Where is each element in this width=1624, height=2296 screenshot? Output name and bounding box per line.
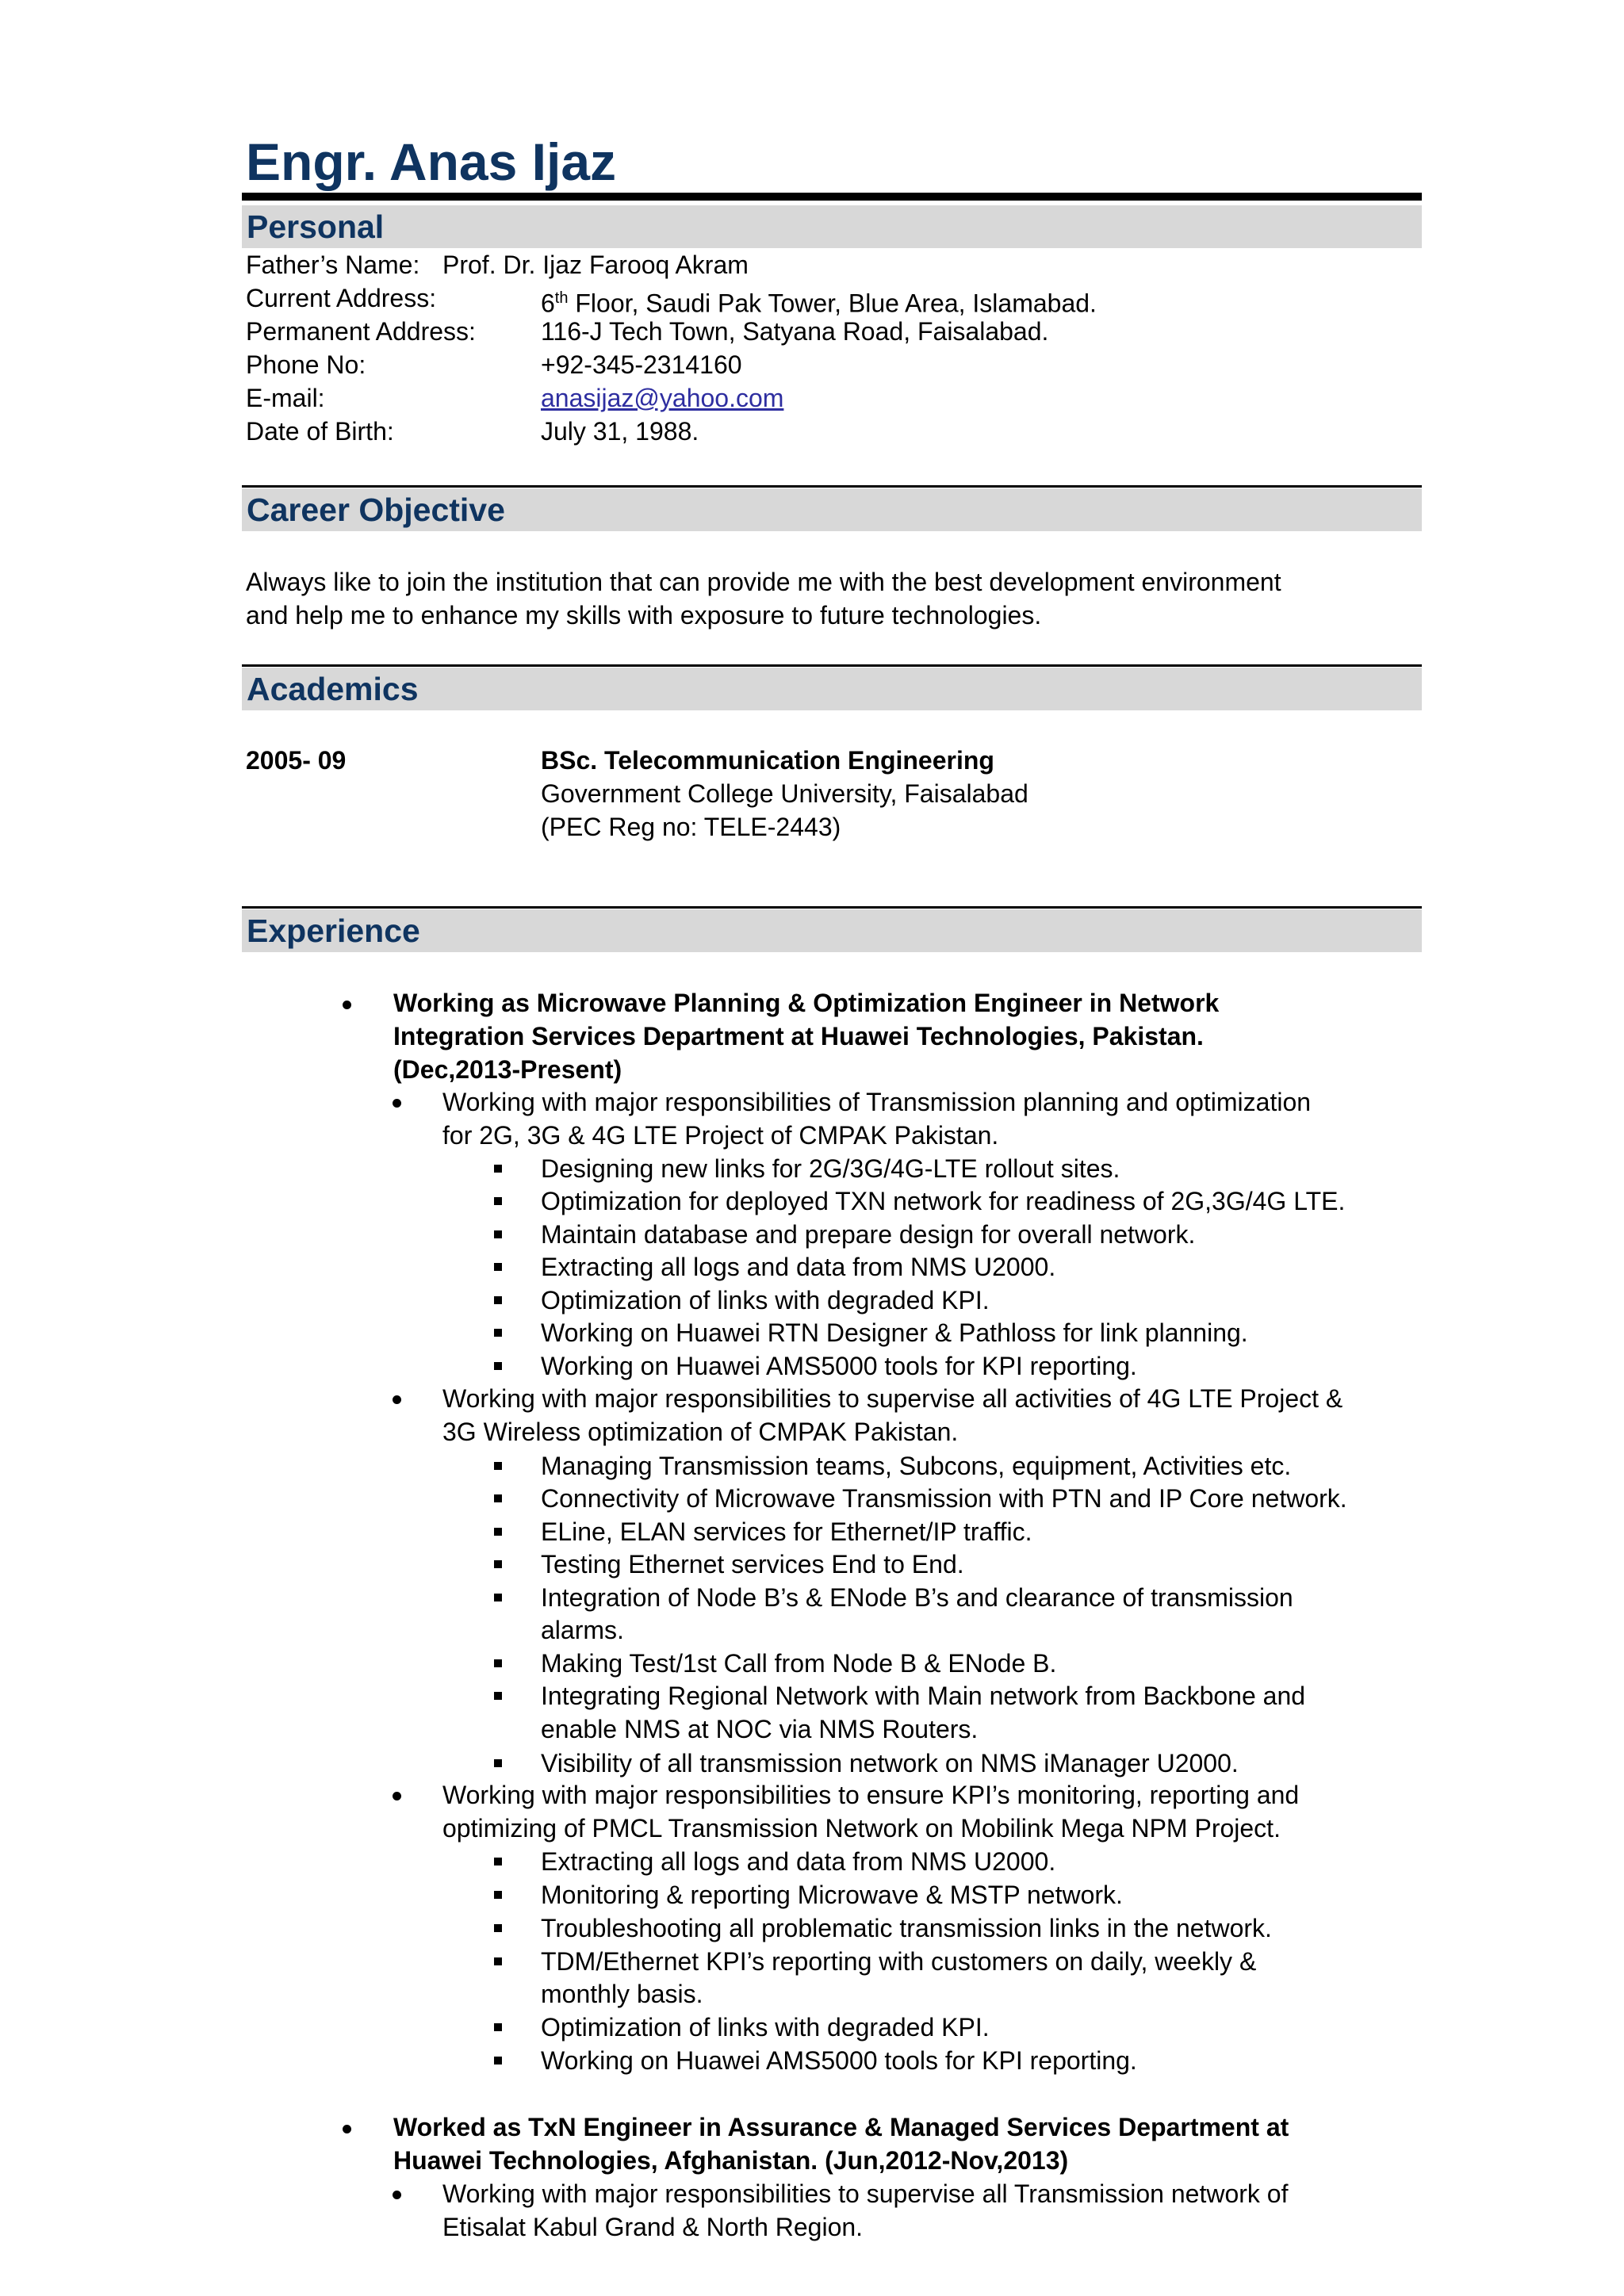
task-item: Extracting all logs and data from NMS U2000. [541, 1253, 1056, 1281]
task-bullet [494, 2057, 502, 2064]
task-item: Integrating Regional Network with Main network from Backbone and [541, 1682, 1306, 1710]
task-bullet [494, 1230, 502, 1238]
section-title-objective: Career Objective [247, 492, 505, 528]
job1-resp2-line-2: 3G Wireless optimization of CMPAK Pakistan. [442, 1418, 959, 1446]
task-item: Making Test/1st Call from Node B & ENode B. [541, 1649, 1057, 1678]
task-bullet [494, 1858, 502, 1866]
task-item: Working on Huawei AMS5000 tools for KPI reporting. [541, 2046, 1137, 2075]
task-item: Extracting all logs and data from NMS U2000. [541, 1847, 1056, 1876]
task-bullet [494, 1296, 502, 1304]
task-item: Testing Ethernet services End to End. [541, 1550, 964, 1578]
job1-resp3-line-1: Working with major responsibilities to ensure KPI’s monitoring, reporting and [442, 1781, 1300, 1809]
task-bullet [494, 1494, 502, 1502]
task-bullet [494, 1692, 502, 1700]
current-address-suffix: th [554, 289, 569, 307]
task-bullet [494, 1957, 502, 1965]
task-item-continued: enable NMS at NOC via NMS Routers. [541, 1715, 979, 1743]
responsibility-bullet [393, 1099, 401, 1108]
task-bullet [494, 1462, 502, 1470]
task-item: Visibility of all transmission network on NMS iManager U2000. [541, 1749, 1239, 1777]
responsibility-bullet [393, 2191, 401, 2199]
academic-reg: (PEC Reg no: TELE-2443) [541, 813, 841, 841]
email-label: E-mail: [246, 384, 325, 412]
task-bullet [494, 1528, 502, 1536]
task-item: Working on Huawei AMS5000 tools for KPI reporting. [541, 1352, 1137, 1380]
job-bullet [343, 2125, 351, 2133]
job1-resp1-line-1: Working with major responsibilities of Transmission planning and optimization [442, 1088, 1312, 1116]
experience-rule [242, 906, 1422, 909]
objective-rule [242, 485, 1422, 488]
task-bullet [494, 1594, 502, 1601]
job1-resp1-line-2: for 2G, 3G & 4G LTE Project of CMPAK Pakistan. [442, 1121, 999, 1150]
task-item: Optimization of links with degraded KPI. [541, 1286, 990, 1314]
task-item: Monitoring & reporting Microwave & MSTP network. [541, 1881, 1123, 1909]
section-experience [242, 909, 1422, 952]
task-item: Troubleshooting all problematic transmission links in the network. [541, 1914, 1272, 1942]
task-item: Designing new links for 2G/3G/4G-LTE rollout sites. [541, 1154, 1120, 1183]
task-item: Integration of Node B’s & ENode B’s and clearance of transmission [541, 1583, 1293, 1612]
task-item: Optimization of links with degraded KPI. [541, 2013, 990, 2042]
task-bullet [494, 1197, 502, 1205]
job1-resp2-line-1: Working with major responsibilities to supervise all activities of 4G LTE Project & [442, 1384, 1343, 1413]
job1-resp3-line-2: optimizing of PMCL Transmission Network on Mobilink Mega NPM Project. [442, 1814, 1281, 1843]
current-address-number: 6 [541, 289, 555, 318]
academic-years: 2005- 09 [246, 746, 347, 775]
objective-line-1: Always like to join the institution that can provide me with the best development environment [246, 568, 1281, 596]
dob-value: July 31, 1988. [541, 417, 699, 446]
phone-label: Phone No: [246, 350, 366, 379]
job1-title-line-1: Working as Microwave Planning & Optimization Engineer in Network [393, 989, 1220, 1017]
job2-title-line-2: Huawei Technologies, Afghanistan. (Jun,2012-Nov,2013) [393, 2146, 1069, 2175]
task-item: Working on Huawei RTN Designer & Pathloss for link planning. [541, 1318, 1248, 1347]
academic-degree: BSc. Telecommunication Engineering [541, 746, 994, 775]
current-address-label: Current Address: [246, 284, 437, 312]
academics-rule [242, 664, 1422, 667]
task-item: Connectivity of Microwave Transmission with PTN and IP Core network. [541, 1484, 1347, 1513]
task-item-continued: alarms. [541, 1616, 624, 1644]
task-item: Managing Transmission teams, Subcons, equipment, Activities etc. [541, 1452, 1292, 1480]
job2-resp1-line-2: Etisalat Kabul Grand & North Region. [442, 2213, 864, 2241]
current-address-rest: Floor, Saudi Pak Tower, Blue Area, Islamabad. [568, 289, 1097, 318]
section-title-personal: Personal [247, 209, 385, 245]
job2-resp1-line-1: Working with major responsibilities to supervise all Transmission network of [442, 2179, 1289, 2208]
dob-label: Date of Birth: [246, 417, 394, 446]
task-bullet [494, 1165, 502, 1173]
section-title-experience: Experience [247, 913, 420, 949]
section-title-academics: Academics [247, 671, 419, 707]
section-academics [242, 668, 1422, 710]
job2-title-line-1: Worked as TxN Engineer in Assurance & Managed Services Department at [393, 2113, 1289, 2141]
task-bullet [494, 1263, 502, 1271]
candidate-name: Engr. Anas Ijaz [246, 132, 617, 191]
job-bullet [343, 1001, 351, 1009]
task-item: Maintain database and prepare design for overall network. [541, 1220, 1196, 1249]
phone-value: +92-345-2314160 [541, 350, 742, 379]
permanent-address-value: 116-J Tech Town, Satyana Road, Faisalabad. [541, 317, 1049, 346]
section-objective [242, 488, 1422, 531]
job1-title-line-2: Integration Services Department at Huawei Technologies, Pakistan. [393, 1022, 1204, 1050]
task-item: TDM/Ethernet KPI’s reporting with customers on daily, weekly & [541, 1947, 1257, 1976]
job1-dates: (Dec,2013-Present) [393, 1055, 622, 1084]
responsibility-bullet [393, 1395, 401, 1404]
task-bullet [494, 1560, 502, 1568]
task-bullet [494, 1924, 502, 1932]
task-bullet [494, 1891, 502, 1899]
task-item-continued: monthly basis. [541, 1980, 703, 2008]
task-bullet [494, 1362, 502, 1370]
section-personal [242, 205, 1422, 248]
task-bullet [494, 1759, 502, 1767]
task-bullet [494, 1329, 502, 1337]
father-label: Father’s Name: [246, 251, 420, 279]
objective-line-2: and help me to enhance my skills with exposure to future technologies. [246, 601, 1042, 629]
task-item: ELine, ELAN services for Ethernet/IP traffic. [541, 1517, 1032, 1546]
task-bullet [494, 1659, 502, 1667]
task-bullet [494, 2023, 502, 2031]
email-link[interactable]: anasijaz@yahoo.com [541, 384, 784, 412]
title-rule [242, 193, 1422, 201]
academic-school: Government College University, Faisalabad [541, 779, 1028, 808]
responsibility-bullet [393, 1792, 401, 1800]
permanent-address-label: Permanent Address: [246, 317, 476, 346]
father-value: Prof. Dr. Ijaz Farooq Akram [442, 251, 749, 279]
task-item: Optimization for deployed TXN network for readiness of 2G,3G/4G LTE. [541, 1187, 1346, 1215]
